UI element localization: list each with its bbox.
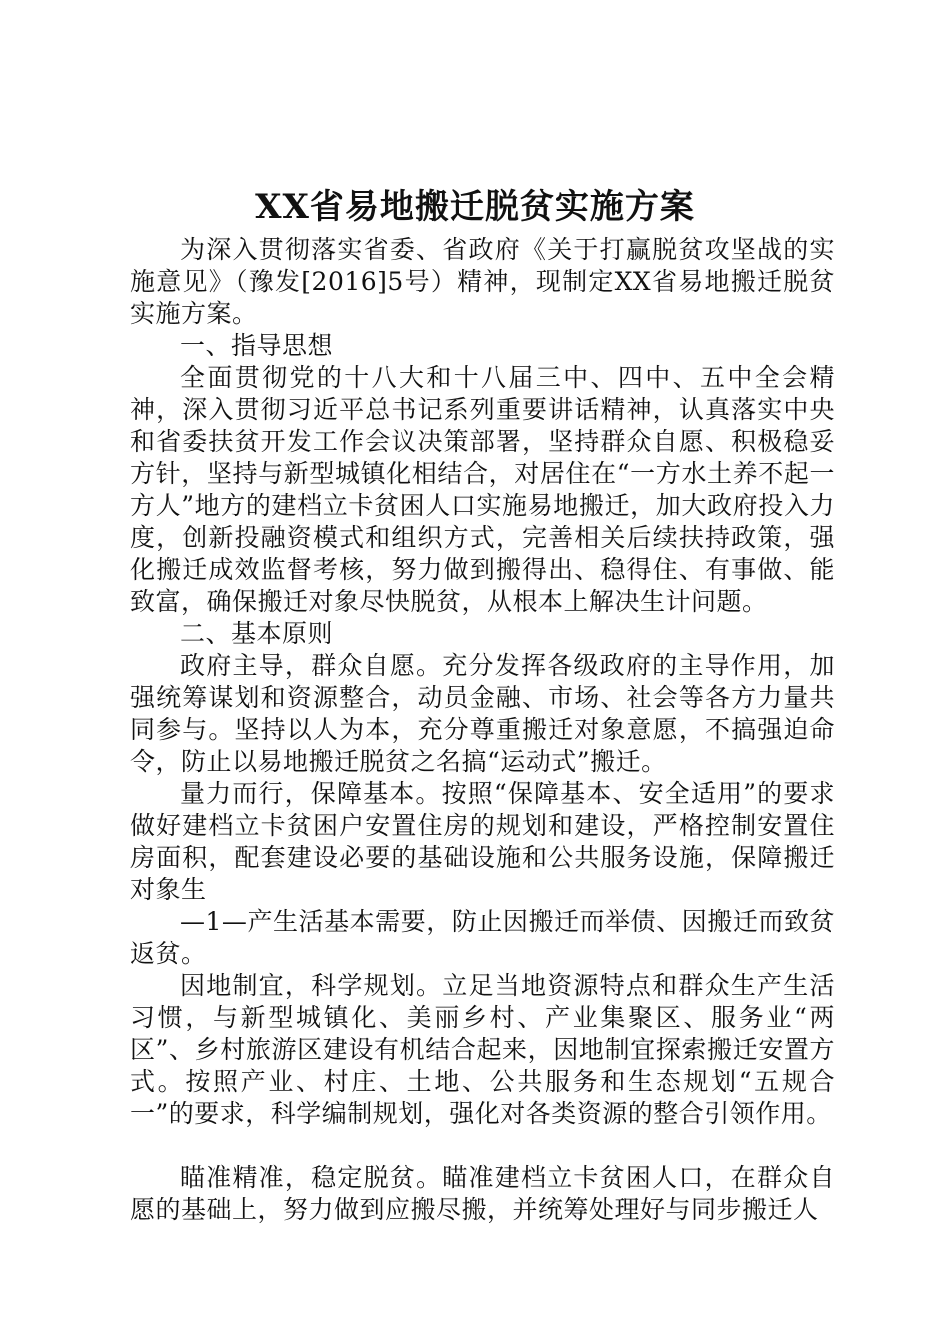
page-break-continuation: —1—产生活基本需要，防止因搬迁而举债、因搬迁而致贫返贫。 bbox=[130, 907, 835, 968]
principle-paragraph-precise-targeting: 瞄准精准，稳定脱贫。瞄准建档立卡贫困人口，在群众自愿的基础上，努力做到应搬尽搬，并统筹处理好与同步搬迁人 bbox=[130, 1163, 835, 1224]
principle-paragraph-local-conditions: 因地制宜，科学规划。立足当地资源特点和群众生产生活习惯，与新型城镇化、美丽乡村、产业集聚区、服务业“两区”、乡村旅游区建设有机结合起来，因地制宜探索搬迁安置方式。按照产业、村庄、土地、公共服务和生态规划“五规合一”的要求，科学编制规划，强化对各类资源的整合引领作用。 bbox=[130, 971, 835, 1128]
document-title: XX省易地搬迁脱贫实施方案 bbox=[255, 187, 695, 227]
guiding-thought-paragraph: 全面贯彻党的十八大和十八届三中、四中、五中全会精神，深入贯彻习近平总书记系列重要讲话精神，认真落实中央和省委扶贫开发工作会议决策部署，坚持群众自愿、积极稳妥方针，坚持与新型城镇化相结合，对居住在“一方水土养不起一方人”地方的建档立卡贫困人口实施易地搬迁，加大政府投入力度，创新投融资模式和组织方式，完善相关后续扶持政策，强化搬迁成效监督考核，努力做到搬得出、稳得住、有事做、能致富，确保搬迁对象尽快脱贫，从根本上解决生计问题。 bbox=[130, 363, 835, 616]
document-body bbox=[130, 234, 835, 1226]
paragraph-gap bbox=[130, 1130, 835, 1162]
intro-paragraph: 为深入贯彻落实省委、省政府《关于打赢脱贫攻坚战的实施意见》（豫发[2016]5号）精神，现制定XX省易地搬迁脱贫实施方案。 bbox=[130, 235, 835, 328]
principle-paragraph-government-led: 政府主导，群众自愿。充分发挥各级政府的主导作用，加强统筹谋划和资源整合，动员金融、市场、社会等各方力量共同参与。坚持以人为本，充分尊重搬迁对象意愿，不搞强迫命令，防止以易地搬迁脱贫之名搞“运动式”搬迁。 bbox=[130, 651, 835, 776]
section-heading-basic-principles: 二、基本原则 bbox=[180, 619, 334, 648]
section-heading-guiding-thought: 一、指导思想 bbox=[180, 331, 334, 360]
principle-paragraph-basic-guarantee: 量力而行，保障基本。按照“保障基本、安全适用”的要求做好建档立卡贫困户安置住房的规划和建设，严格控制安置住房面积，配套建设必要的基础设施和公共服务设施，保障搬迁对象生 bbox=[130, 779, 835, 904]
